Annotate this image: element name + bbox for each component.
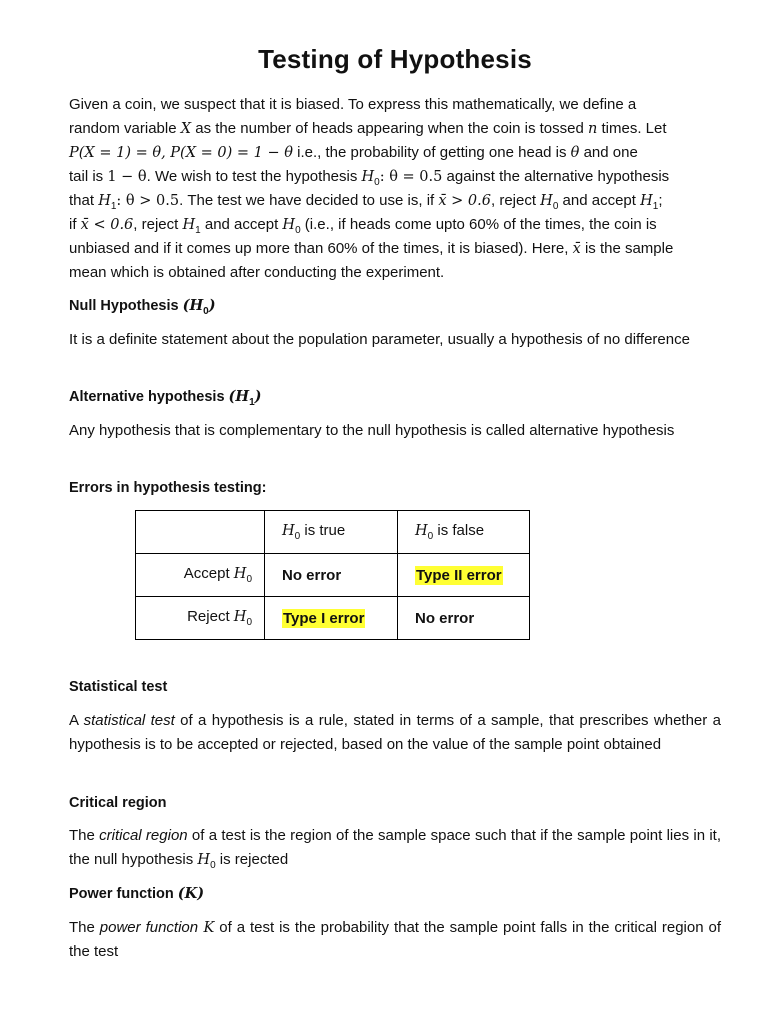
header-h0-true: $H_0$ is true — [265, 511, 398, 554]
alternative-hypothesis-text: Any hypothesis that is complementary to the null hypothesis is called alternative hypothesis — [69, 422, 675, 439]
table-row — [136, 597, 530, 640]
intro-line-4: tail is 1 − θ. We wish to test the hypothesis $H_0$: θ = 0.5 against the alternative hypothesis — [69, 168, 670, 188]
null-hypothesis-heading: Null Hypothesis $(H_0)$ — [69, 297, 216, 317]
intro-line-5: that $H_1$: θ > 0.5. The test we have decided to use is, if x̄ > 0.6, reject $H_0$ and accept $H_1$; — [69, 192, 663, 212]
cell-no-error: No error — [398, 597, 530, 640]
intro-line-2: random variable X as the number of heads appearing when the coin is tossed n times. Let — [69, 120, 667, 137]
power-function-heading: Power function (K) — [69, 885, 205, 902]
table-row — [136, 554, 530, 597]
cell-type-ii-error: Type II error — [398, 554, 530, 597]
statistical-test-text: A statistical test of a hypothesis is a rule, stated in terms of a sample, that prescribes whether a hypothesis is to be accepted or rejected, based on the value of the sample point obtained — [69, 712, 721, 753]
errors-table — [135, 510, 530, 640]
intro-line-7: unbiased and if it comes up more than 60% of the times, it is biased). Here, x̄ is the sample — [69, 240, 674, 257]
statistical-test-heading: Statistical test — [69, 679, 168, 695]
cell-no-error: No error — [265, 554, 398, 597]
power-function-text: The power function K of a test is the probability that the sample point falls in the critical region of the test — [69, 919, 721, 960]
table-row — [136, 511, 530, 554]
critical-region-text: The critical region of a test is the region of the sample space such that if the sample point lies in it, the null hypothesis $H_0$ is rejected — [69, 827, 722, 871]
row-label-accept: Accept $H_0$ — [136, 554, 265, 597]
page-title: Testing of Hypothesis — [258, 44, 532, 74]
cell-type-i-error: Type I error — [265, 597, 398, 640]
intro-line-6: if x̄ < 0.6, reject $H_1$ and accept $H_0$ (i.e., if heads come upto 60% of the times, the coin is — [69, 216, 657, 236]
header-h0-false: $H_0$ is false — [398, 511, 530, 554]
critical-region-heading: Critical region — [69, 795, 167, 811]
row-label-reject: Reject $H_0$ — [136, 597, 265, 640]
intro-line-1: Given a coin, we suspect that it is biased. To express this mathematically, we define a — [69, 96, 637, 113]
alternative-hypothesis-heading: Alternative hypothesis $(H_1)$ — [69, 388, 262, 408]
table-cell-empty — [136, 511, 265, 554]
errors-heading: Errors in hypothesis testing: — [69, 480, 267, 496]
intro-line-3: P(X = 1) = θ, P(X = 0) = 1 − θ i.e., the probability of getting one head is θ and one — [69, 144, 638, 161]
null-hypothesis-text: It is a definite statement about the population parameter, usually a hypothesis of no difference — [69, 331, 690, 348]
intro-line-8: mean which is obtained after conducting the experiment. — [69, 264, 445, 281]
